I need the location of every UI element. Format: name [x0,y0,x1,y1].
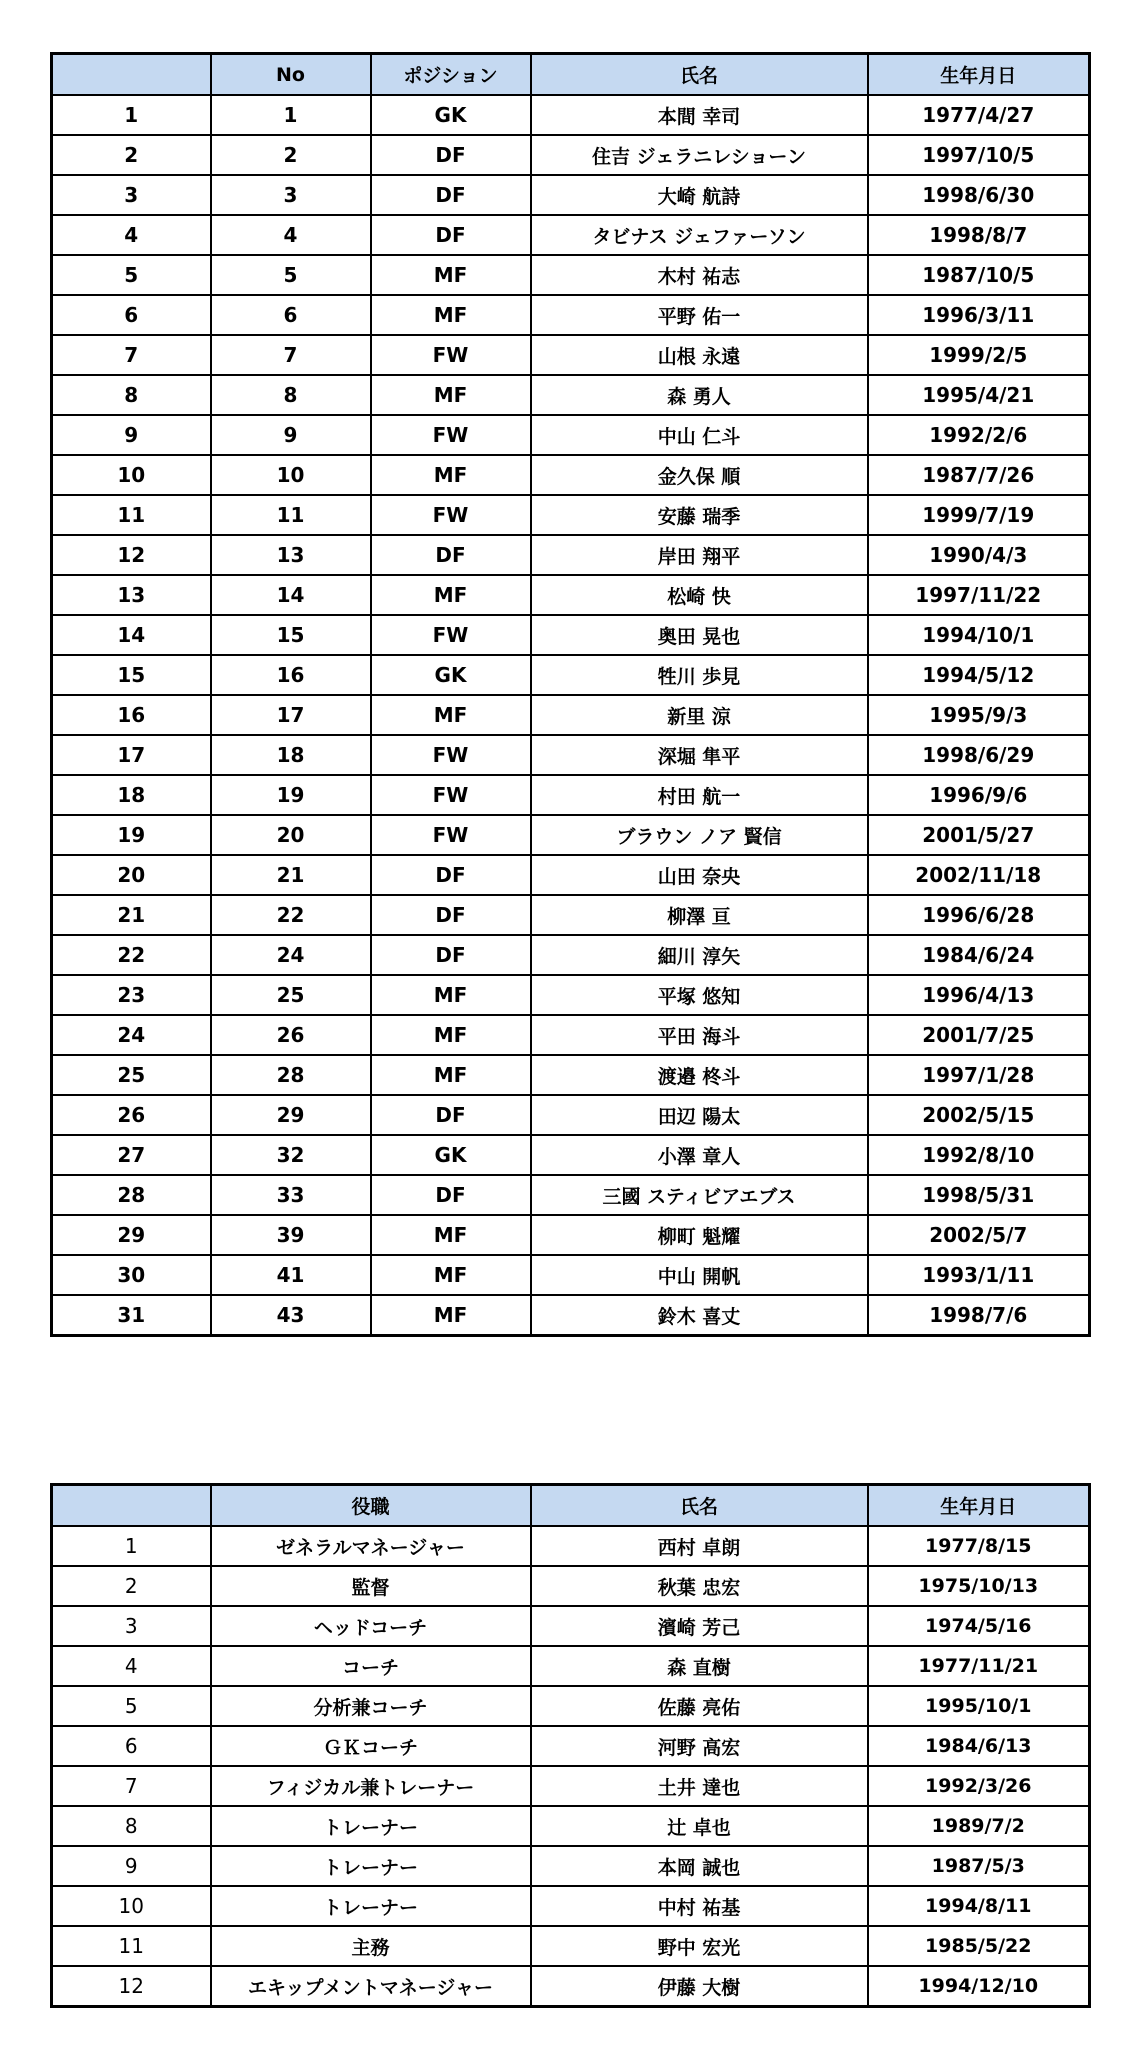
cell-no: 11 [211,495,371,535]
cell-no: 18 [211,735,371,775]
cell-dob: 1984/6/24 [868,935,1090,975]
table-row [52,295,1090,335]
table-row [52,615,1090,655]
cell-position: MF [371,1055,531,1095]
cell-no: 32 [211,1135,371,1175]
cell-dob: 1997/10/5 [868,135,1090,175]
cell-name: タビナス ジェファーソン [531,215,868,255]
cell-role: トレーナー [211,1806,531,1846]
cell-index: 5 [52,1686,211,1726]
cell-name: 小澤 章人 [531,1135,868,1175]
cell-position: FW [371,815,531,855]
cell-role: ヘッドコーチ [211,1606,531,1646]
table-row [52,1886,1090,1926]
cell-dob: 2001/7/25 [868,1015,1090,1055]
cell-no: 22 [211,895,371,935]
players-header-position: ポジション [371,54,531,96]
cell-no: 15 [211,615,371,655]
cell-dob: 1984/6/13 [868,1726,1090,1766]
cell-dob: 1992/3/26 [868,1766,1090,1806]
cell-position: MF [371,575,531,615]
cell-index: 12 [52,1966,211,2007]
cell-index: 8 [52,375,211,415]
cell-name: 柳町 魁耀 [531,1215,868,1255]
cell-name: 牲川 歩見 [531,655,868,695]
table-row [52,255,1090,295]
cell-no: 5 [211,255,371,295]
cell-name: 鈴木 喜丈 [531,1295,868,1336]
cell-name: 森 勇人 [531,375,868,415]
cell-name: 森 直樹 [531,1646,868,1686]
cell-name: ブラウン ノア 賢信 [531,815,868,855]
cell-dob: 1985/5/22 [868,1926,1090,1966]
table-row [52,895,1090,935]
cell-role: コーチ [211,1646,531,1686]
cell-index: 22 [52,935,211,975]
cell-name: 金久保 順 [531,455,868,495]
players-header-dob: 生年月日 [868,54,1090,96]
cell-position: MF [371,1215,531,1255]
cell-dob: 2002/5/15 [868,1095,1090,1135]
table-row [52,735,1090,775]
cell-position: FW [371,335,531,375]
cell-dob: 1977/8/15 [868,1526,1090,1566]
cell-name: 奥田 晃也 [531,615,868,655]
cell-name: 平塚 悠知 [531,975,868,1015]
cell-position: GK [371,655,531,695]
table-row [52,1606,1090,1646]
cell-index: 19 [52,815,211,855]
table-row [52,1255,1090,1295]
cell-name: 山田 奈央 [531,855,868,895]
cell-dob: 1999/2/5 [868,335,1090,375]
cell-name: 細川 淳矢 [531,935,868,975]
cell-index: 29 [52,1215,211,1255]
cell-index: 13 [52,575,211,615]
cell-dob: 1993/1/11 [868,1255,1090,1295]
cell-index: 21 [52,895,211,935]
cell-name: 本間 幸司 [531,95,868,135]
cell-dob: 1987/5/3 [868,1846,1090,1886]
cell-dob: 2002/5/7 [868,1215,1090,1255]
cell-position: GK [371,95,531,135]
table-row [52,1806,1090,1846]
table-row [52,1686,1090,1726]
table-row [52,1566,1090,1606]
cell-index: 2 [52,135,211,175]
cell-name: 住吉 ジェラニレショーン [531,135,868,175]
players-header-name: 氏名 [531,54,868,96]
cell-position: DF [371,1175,531,1215]
cell-no: 17 [211,695,371,735]
table-row [52,1015,1090,1055]
table-row [52,335,1090,375]
cell-position: FW [371,495,531,535]
cell-index: 25 [52,1055,211,1095]
cell-role: 主務 [211,1926,531,1966]
cell-name: 本岡 誠也 [531,1846,868,1886]
cell-name: 伊藤 大樹 [531,1966,868,2007]
cell-index: 6 [52,1726,211,1766]
cell-name: 深堀 隼平 [531,735,868,775]
cell-dob: 1989/7/2 [868,1806,1090,1846]
table-row [52,1646,1090,1686]
cell-name: 安藤 瑞季 [531,495,868,535]
cell-index: 16 [52,695,211,735]
cell-dob: 1998/5/31 [868,1175,1090,1215]
cell-position: DF [371,135,531,175]
table-row [52,1215,1090,1255]
players-table [50,52,1091,1337]
cell-dob: 2002/11/18 [868,855,1090,895]
cell-no: 39 [211,1215,371,1255]
cell-index: 10 [52,1886,211,1926]
table-row [52,415,1090,455]
cell-dob: 1994/8/11 [868,1886,1090,1926]
cell-no: 19 [211,775,371,815]
table-row [52,855,1090,895]
table-row [52,1055,1090,1095]
table-row [52,1846,1090,1886]
cell-name: 野中 宏光 [531,1926,868,1966]
table-row [52,495,1090,535]
cell-name: 辻 卓也 [531,1806,868,1846]
cell-name: 渡邉 柊斗 [531,1055,868,1095]
players-header-index [52,54,211,96]
table-row [52,455,1090,495]
cell-dob: 1998/6/30 [868,175,1090,215]
cell-name: 三國 スティビアエブス [531,1175,868,1215]
table-row [52,1726,1090,1766]
cell-position: DF [371,535,531,575]
cell-position: DF [371,895,531,935]
cell-position: DF [371,175,531,215]
table-row [52,1926,1090,1966]
cell-index: 11 [52,1926,211,1966]
cell-position: MF [371,975,531,1015]
cell-no: 14 [211,575,371,615]
table-row [52,775,1090,815]
cell-no: 8 [211,375,371,415]
cell-index: 7 [52,1766,211,1806]
cell-name: 秋葉 忠宏 [531,1566,868,1606]
cell-index: 14 [52,615,211,655]
cell-dob: 1996/9/6 [868,775,1090,815]
cell-role: トレーナー [211,1846,531,1886]
cell-role: 分析兼コーチ [211,1686,531,1726]
table-row [52,1526,1090,1566]
cell-no: 16 [211,655,371,695]
cell-role: トレーナー [211,1886,531,1926]
table-row [52,1135,1090,1175]
cell-no: 10 [211,455,371,495]
cell-index: 1 [52,95,211,135]
staff-header-role: 役職 [211,1485,531,1527]
cell-dob: 1996/3/11 [868,295,1090,335]
cell-no: 4 [211,215,371,255]
table-row [52,175,1090,215]
cell-dob: 2001/5/27 [868,815,1090,855]
cell-name: 濱崎 芳己 [531,1606,868,1646]
cell-dob: 1998/7/6 [868,1295,1090,1336]
cell-position: FW [371,735,531,775]
cell-name: 山根 永遠 [531,335,868,375]
table-row [52,1966,1090,2007]
cell-position: DF [371,215,531,255]
players-body [52,95,1090,1336]
cell-index: 1 [52,1526,211,1566]
cell-index: 8 [52,1806,211,1846]
table-row [52,975,1090,1015]
cell-dob: 1994/5/12 [868,655,1090,695]
table-row [52,1095,1090,1135]
cell-index: 26 [52,1095,211,1135]
table-row [52,575,1090,615]
cell-index: 2 [52,1566,211,1606]
cell-role: エキップメントマネージャー [211,1966,531,2007]
table-row [52,935,1090,975]
cell-index: 11 [52,495,211,535]
cell-name: 平田 海斗 [531,1015,868,1055]
table-row [52,215,1090,255]
cell-position: FW [371,615,531,655]
staff-header-name: 氏名 [531,1485,868,1527]
cell-index: 28 [52,1175,211,1215]
staff-header-row [52,1485,1090,1527]
cell-position: FW [371,415,531,455]
cell-dob: 1987/10/5 [868,255,1090,295]
cell-no: 6 [211,295,371,335]
cell-name: 新里 涼 [531,695,868,735]
cell-dob: 1998/8/7 [868,215,1090,255]
cell-dob: 1995/10/1 [868,1686,1090,1726]
staff-header-dob: 生年月日 [868,1485,1090,1527]
table-row [52,535,1090,575]
cell-name: 村田 航一 [531,775,868,815]
cell-dob: 1974/5/16 [868,1606,1090,1646]
cell-dob: 1995/9/3 [868,695,1090,735]
cell-index: 10 [52,455,211,495]
cell-role: ゼネラルマネージャー [211,1526,531,1566]
cell-index: 27 [52,1135,211,1175]
cell-index: 3 [52,175,211,215]
cell-name: 柳澤 亘 [531,895,868,935]
cell-index: 30 [52,1255,211,1295]
cell-dob: 1996/4/13 [868,975,1090,1015]
cell-role: ＧＫコーチ [211,1726,531,1766]
cell-position: DF [371,855,531,895]
cell-no: 7 [211,335,371,375]
cell-no: 28 [211,1055,371,1095]
cell-position: MF [371,1295,531,1336]
table-row [52,95,1090,135]
table-row [52,1766,1090,1806]
cell-no: 24 [211,935,371,975]
staff-body [52,1526,1090,2007]
cell-dob: 1994/12/10 [868,1966,1090,2007]
cell-no: 25 [211,975,371,1015]
cell-name: 松崎 快 [531,575,868,615]
cell-position: DF [371,1095,531,1135]
cell-no: 3 [211,175,371,215]
cell-name: 中山 仁斗 [531,415,868,455]
cell-no: 1 [211,95,371,135]
cell-no: 26 [211,1015,371,1055]
cell-role: フィジカル兼トレーナー [211,1766,531,1806]
cell-no: 21 [211,855,371,895]
players-header-no: No [211,54,371,96]
cell-name: 土井 達也 [531,1766,868,1806]
cell-name: 田辺 陽太 [531,1095,868,1135]
players-header-row [52,54,1090,96]
cell-no: 33 [211,1175,371,1215]
cell-name: 中山 開帆 [531,1255,868,1295]
cell-no: 29 [211,1095,371,1135]
cell-role: 監督 [211,1566,531,1606]
cell-no: 9 [211,415,371,455]
cell-index: 15 [52,655,211,695]
cell-no: 20 [211,815,371,855]
cell-name: 河野 高宏 [531,1726,868,1766]
cell-index: 12 [52,535,211,575]
cell-index: 3 [52,1606,211,1646]
staff-header-index [52,1485,211,1527]
cell-dob: 1998/6/29 [868,735,1090,775]
cell-dob: 1990/4/3 [868,535,1090,575]
cell-index: 5 [52,255,211,295]
table-row [52,695,1090,735]
cell-index: 17 [52,735,211,775]
cell-position: MF [371,295,531,335]
cell-index: 18 [52,775,211,815]
cell-no: 41 [211,1255,371,1295]
staff-table [50,1483,1091,2008]
cell-position: GK [371,1135,531,1175]
cell-dob: 1977/4/27 [868,95,1090,135]
cell-dob: 1995/4/21 [868,375,1090,415]
cell-index: 4 [52,215,211,255]
cell-name: 岸田 翔平 [531,535,868,575]
table-row [52,375,1090,415]
table-row [52,1175,1090,1215]
cell-dob: 1987/7/26 [868,455,1090,495]
cell-dob: 1996/6/28 [868,895,1090,935]
table-row [52,1295,1090,1336]
cell-no: 2 [211,135,371,175]
cell-index: 9 [52,415,211,455]
cell-index: 23 [52,975,211,1015]
cell-position: DF [371,935,531,975]
cell-dob: 1994/10/1 [868,615,1090,655]
table-row [52,815,1090,855]
cell-position: FW [371,775,531,815]
cell-index: 4 [52,1646,211,1686]
cell-name: 平野 佑一 [531,295,868,335]
cell-dob: 1997/11/22 [868,575,1090,615]
cell-position: MF [371,1255,531,1295]
cell-no: 43 [211,1295,371,1336]
cell-no: 13 [211,535,371,575]
cell-index: 9 [52,1846,211,1886]
table-row [52,135,1090,175]
cell-position: MF [371,695,531,735]
cell-name: 大崎 航詩 [531,175,868,215]
cell-name: 佐藤 亮佑 [531,1686,868,1726]
cell-name: 木村 祐志 [531,255,868,295]
cell-dob: 1977/11/21 [868,1646,1090,1686]
table-row [52,655,1090,695]
cell-dob: 1999/7/19 [868,495,1090,535]
cell-dob: 1975/10/13 [868,1566,1090,1606]
cell-index: 20 [52,855,211,895]
cell-position: MF [371,255,531,295]
cell-position: MF [371,1015,531,1055]
cell-index: 24 [52,1015,211,1055]
cell-index: 7 [52,335,211,375]
cell-index: 6 [52,295,211,335]
cell-dob: 1992/8/10 [868,1135,1090,1175]
cell-position: MF [371,375,531,415]
cell-name: 中村 祐基 [531,1886,868,1926]
cell-index: 31 [52,1295,211,1336]
cell-position: MF [371,455,531,495]
cell-dob: 1992/2/6 [868,415,1090,455]
cell-dob: 1997/1/28 [868,1055,1090,1095]
cell-name: 西村 卓朗 [531,1526,868,1566]
